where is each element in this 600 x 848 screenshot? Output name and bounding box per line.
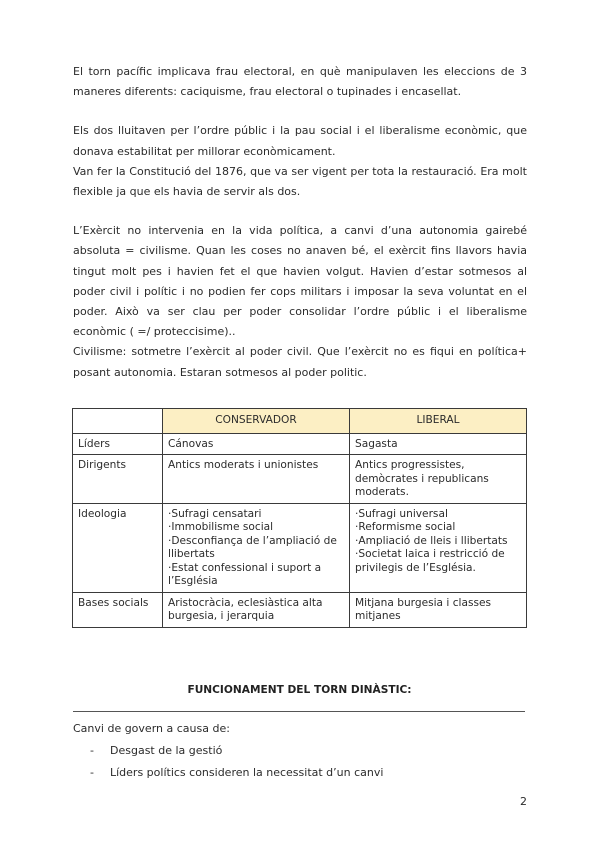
- cell-conservador: Cánovas: [163, 433, 350, 455]
- body-text: [73, 62, 527, 383]
- row-label: Ideologia: [73, 503, 163, 592]
- reasons-list: [90, 740, 383, 784]
- dash-bullet: -: [90, 766, 94, 779]
- table-header-liberal: LIBERAL: [350, 409, 527, 434]
- cell-conservador: Aristocràcia, eclesiàstica alta burgesia, i jerarquia: [163, 592, 350, 627]
- row-label: Dirigents: [73, 455, 163, 504]
- paragraph-constitucio: Van fer la Constitució del 1876, que va ser vigent per tota la restauració. Era molt flexible ja que els havia de servir als dos.: [73, 164, 527, 199]
- row-label: Líders: [73, 433, 163, 455]
- table-row: [73, 455, 527, 504]
- table-header-row: [73, 409, 527, 434]
- paragraph-frau-electoral: El torn pacífic implicava frau electoral, en què manipulaven les eleccions de 3 maneres diferents: caciquisme, frau electoral o tupinades i encasellat.: [73, 65, 527, 99]
- cell-liberal: Sagasta: [350, 433, 527, 455]
- dash-bullet: -: [90, 744, 94, 757]
- parties-table: [72, 408, 527, 628]
- cell-liberal: ·Sufragi universal ·Reformisme social ·Ampliació de lleis i llibertats ·Societat laica i restricció de privilegis de l’Església.: [350, 503, 527, 592]
- list-item: [90, 762, 383, 784]
- divider: [73, 711, 525, 712]
- cell-conservador: ·Sufragi censatari ·Immobilisme social ·Desconfiança de l’ampliació de llibertats ·Estat confessional i suport a l’Església: [163, 503, 350, 592]
- list-item: [90, 740, 383, 762]
- paragraph-ordre-public: Els dos lluitaven per l’ordre públic i la pau social i el liberalisme econòmic, que donava estabilitat per millorar econòmicament.: [73, 124, 527, 158]
- cell-conservador: Antics moderats i unionistes: [163, 455, 350, 504]
- list-item-text: Líders polítics consideren la necessitat d’un canvi: [110, 766, 384, 779]
- list-item-text: Desgast de la gestió: [110, 744, 223, 757]
- page-number: 2: [520, 795, 527, 808]
- paragraph-exercit: L’Exèrcit no intervenia en la vida política, a canvi d’una autonomia gairebé absoluta = civilisme. Quan les coses no anaven bé, el exèrcit fins llavors havia tingut molt pes i havien fet el que havien volgut. Havien d’estar sotmesos al poder civil i polític i no podien fer cops militars i imposar la seva voluntat en el poder. Això va ser clau per poder consolidar l’ordre públic i el liberalisme econòmic ( =/ proteccisime)..: [73, 224, 527, 339]
- table-header-conservador: CONSERVADOR: [163, 409, 350, 434]
- paragraph-civilisme: Civilisme: sotmetre l’exèrcit al poder civil. Que l’exèrcit no es fiqui en política+ posant autonomia. Estaran sotmesos al poder politic.: [73, 345, 527, 379]
- table-header-empty: [73, 409, 163, 434]
- section-heading: FUNCIONAMENT DEL TORN DINÀSTIC:: [187, 684, 412, 696]
- table-row: [73, 433, 527, 455]
- table-row: [73, 592, 527, 627]
- cell-liberal: Mitjana burgesia i classes mitjanes: [350, 592, 527, 627]
- cell-liberal: Antics progressistes, demòcrates i republicans moderats.: [350, 455, 527, 504]
- list-intro: Canvi de govern a causa de:: [73, 722, 230, 735]
- row-label: Bases socials: [73, 592, 163, 627]
- table-row: [73, 503, 527, 592]
